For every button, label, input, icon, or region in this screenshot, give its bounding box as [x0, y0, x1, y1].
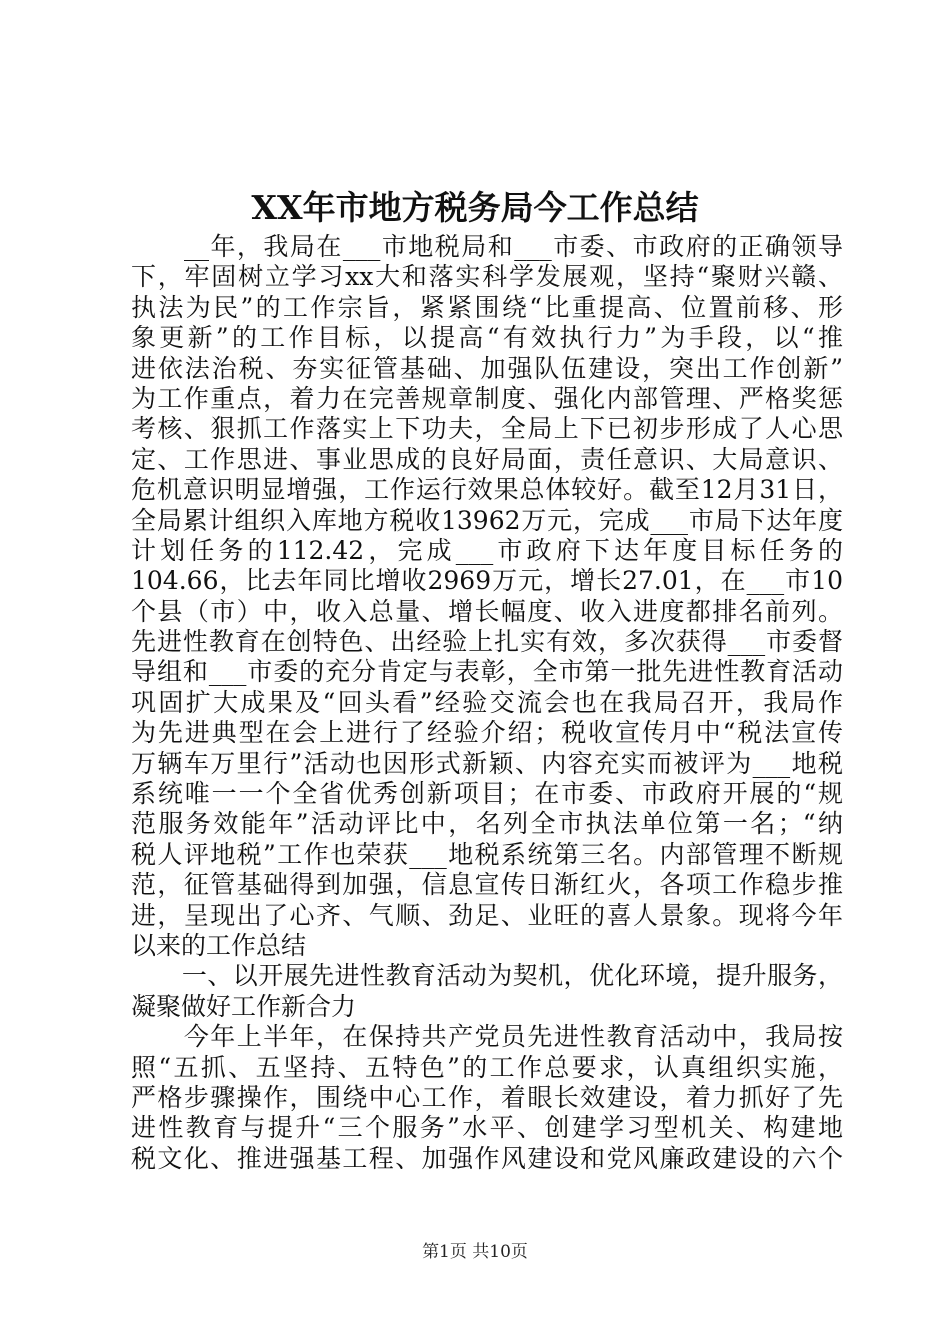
- body-line: 进性教育与提升“三个服务”水平、创建学习型机关、构建地: [131, 1113, 843, 1143]
- document-body: [131, 232, 843, 1174]
- body-line: 考核、狠抓工作落实上下功夫，全局上下已初步形成了人心思: [131, 414, 843, 444]
- body-line: 下，牢固树立学习xx大和落实科学发展观，坚持“聚财兴赣、: [131, 262, 843, 292]
- body-line: 计划任务的112.42，完成___市政府下达年度目标任务的: [131, 535, 843, 565]
- body-line: 执法为民”的工作宗旨，紧紧围绕“比重提高、位置前移、形: [131, 292, 843, 322]
- body-line: 系统唯一一个全省优秀创新项目；在市委、市政府开展的“规: [131, 779, 843, 809]
- document-title: XX年市地方税务局今工作总结: [251, 188, 699, 227]
- body-line: 巩固扩大成果及“回头看”经验交流会也在我局召开，我局作: [131, 687, 843, 717]
- body-line: 以来的工作总结: [131, 930, 307, 960]
- body-line: 范，征管基础得到加强，信息宣传日渐红火，各项工作稳步推: [131, 870, 843, 900]
- body-line: 照“五抓、五坚持、五特色”的工作总要求，认真组织实施，: [131, 1052, 843, 1082]
- body-line: 象更新”的工作目标，以提高“有效执行力”为手段，以“推: [131, 323, 843, 353]
- body-line: 进依法治税、夯实征管基础、加强队伍建设，突出工作创新”: [131, 353, 843, 383]
- body-line: 导组和___市委的充分肯定与表彰，全市第一批先进性教育活动: [131, 657, 843, 687]
- body-line: 全局累计组织入库地方税收13962万元，完成___市局下达年度: [131, 505, 843, 535]
- body-line: 一、以开展先进性教育活动为契机，优化环境，提升服务，: [131, 961, 843, 991]
- body-line: 定、工作思进、事业思成的良好局面，责任意识、大局意识、: [131, 444, 843, 474]
- body-line: 104.66，比去年同比增收2969万元，增长27.01，在___市10: [131, 566, 843, 596]
- body-line: 为先进典型在会上进行了经验介绍；税收宣传月中“税法宣传: [131, 718, 843, 748]
- body-line: 先进性教育在创特色、出经验上扎实有效，多次获得___市委督: [131, 627, 843, 657]
- body-line: 税人评地税”工作也荣获___地税系统第三名。内部管理不断规: [131, 839, 843, 869]
- body-line: 个县（市）中，收入总量、增长幅度、收入进度都排名前列。: [131, 596, 843, 626]
- body-line: 税文化、推进强基工程、加强作风建设和党风廉政建设的六个: [131, 1143, 843, 1173]
- body-line: 为工作重点，着力在完善规章制度、强化内部管理、严格奖惩: [131, 383, 843, 413]
- body-line: 凝聚做好工作新合力: [131, 991, 357, 1021]
- body-line: 今年上半年，在保持共产党员先进性教育活动中，我局按: [131, 1022, 843, 1052]
- body-line: 严格步骤操作，围绕中心工作，着眼长效建设，着力抓好了先: [131, 1082, 843, 1112]
- page-indicator: 第1页 共10页: [422, 1242, 528, 1262]
- body-line: 进，呈现出了心齐、气顺、劲足、业旺的喜人景象。现将今年: [131, 900, 843, 930]
- body-line: __年，我局在___市地税局和___市委、市政府的正确领导: [131, 232, 843, 261]
- body-line: 范服务效能年”活动评比中，名列全市执法单位第一名；“纳: [131, 809, 843, 839]
- body-line: 万辆车万里行”活动也因形式新颖、内容充实而被评为___地税: [131, 748, 843, 778]
- body-line: 危机意识明显增强，工作运行效果总体较好。截至12月31日，: [131, 475, 843, 505]
